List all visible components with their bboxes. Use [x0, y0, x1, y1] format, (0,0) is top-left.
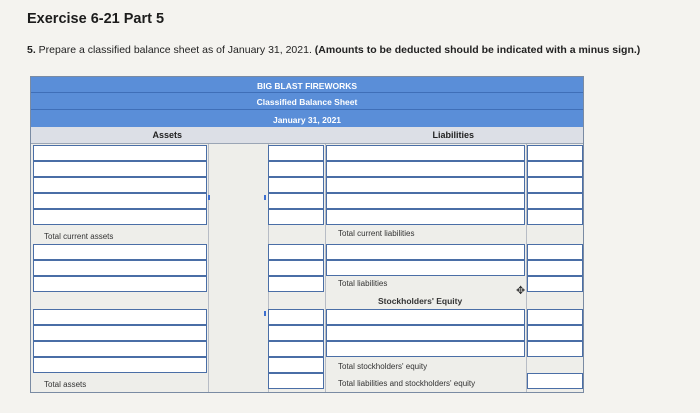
move-cursor-icon: ✥: [516, 285, 526, 297]
total-equity-label: Total stockholders' equity: [338, 362, 428, 371]
equity-amount-input[interactable]: [527, 325, 583, 341]
total-assets-field[interactable]: [269, 378, 323, 392]
asset-amount-input[interactable]: [268, 357, 324, 373]
equity-account-field[interactable]: [327, 346, 524, 360]
dropdown-caret-icon: [208, 195, 211, 200]
liability-amount-input[interactable]: [527, 244, 583, 260]
question-number: 5.: [27, 44, 36, 56]
dropdown-caret-icon: [264, 195, 267, 200]
liability-amount-input[interactable]: [527, 177, 583, 193]
asset-amount-input[interactable]: [268, 161, 324, 177]
liability-account-field[interactable]: [327, 265, 524, 279]
liability-amount-input[interactable]: [527, 161, 583, 177]
equity-amount-input[interactable]: [527, 341, 583, 357]
asset-amount-input[interactable]: [268, 193, 324, 209]
asset-account-input[interactable]: [33, 276, 207, 292]
asset-amount-input[interactable]: [268, 276, 324, 292]
liabilities-heading: Liabilities: [268, 127, 584, 144]
equity-amount-input[interactable]: [527, 309, 583, 325]
asset-account-input[interactable]: [33, 341, 207, 357]
asset-amount-field[interactable]: [269, 214, 323, 228]
liability-amount-input[interactable]: [527, 193, 583, 209]
asset-amount-input[interactable]: [268, 341, 324, 357]
liability-amount-input[interactable]: [527, 209, 583, 225]
equity-account-input[interactable]: [326, 341, 525, 357]
asset-account-field[interactable]: [34, 362, 206, 376]
total-liabilities-equity-field[interactable]: [528, 378, 582, 392]
stockholders-equity-heading: Stockholders' Equity: [378, 296, 463, 306]
asset-amount-input[interactable]: [268, 209, 324, 225]
asset-account-field[interactable]: [34, 281, 206, 295]
asset-account-input[interactable]: [33, 260, 207, 276]
total-liabilities-input[interactable]: [527, 276, 583, 292]
assets-heading: Assets: [31, 127, 268, 144]
asset-amount-input[interactable]: [268, 177, 324, 193]
statement-date: January 31, 2021: [272, 115, 342, 125]
equity-account-input[interactable]: [326, 309, 525, 325]
liability-account-input[interactable]: [326, 209, 525, 225]
liability-amount-input[interactable]: [527, 260, 583, 276]
liability-amount-field[interactable]: [528, 214, 582, 228]
total-liabilities-field[interactable]: [528, 281, 582, 295]
column-divider: [208, 144, 209, 393]
question-note: (Amounts to be deducted should be indicated with a minus sign.): [314, 44, 641, 56]
total-liabilities-equity-input[interactable]: [527, 373, 583, 389]
total-assets-label: Total assets: [44, 380, 87, 389]
total-liabilities-equity-label: Total liabilities and stockholders' equity: [338, 379, 476, 388]
question-prompt: [27, 44, 640, 56]
total-current-liabilities-label: Total current liabilities: [338, 229, 415, 238]
header-divider: [31, 92, 583, 93]
liability-account-input[interactable]: [326, 244, 525, 260]
total-liabilities-label: Total liabilities: [338, 279, 388, 288]
asset-account-input[interactable]: [33, 193, 207, 209]
asset-amount-input[interactable]: [268, 145, 324, 161]
asset-amount-input[interactable]: [268, 309, 324, 325]
asset-account-input[interactable]: [33, 209, 207, 225]
liability-account-input[interactable]: [326, 161, 525, 177]
question-text: Prepare a classified balance sheet as of January 31, 2021.: [35, 44, 315, 56]
liability-account-field[interactable]: [327, 214, 524, 228]
dropdown-caret-icon: [264, 311, 267, 316]
asset-amount-input[interactable]: [268, 244, 324, 260]
liability-amount-input[interactable]: [527, 145, 583, 161]
liability-account-input[interactable]: [326, 260, 525, 276]
header-divider: [31, 109, 583, 110]
equity-amount-field[interactable]: [528, 346, 582, 360]
asset-account-input[interactable]: [33, 145, 207, 161]
asset-account-input[interactable]: [33, 177, 207, 193]
statement-title: Classified Balance Sheet: [256, 97, 358, 107]
asset-account-input[interactable]: [33, 309, 207, 325]
sheet-header: [31, 77, 583, 127]
balance-sheet-form: [30, 76, 584, 393]
exercise-title: Exercise 6-21 Part 5: [27, 11, 165, 27]
liability-account-input[interactable]: [326, 193, 525, 209]
liability-account-input[interactable]: [326, 145, 525, 161]
asset-amount-field[interactable]: [269, 281, 323, 295]
asset-account-input[interactable]: [33, 357, 207, 373]
asset-amount-input[interactable]: [268, 260, 324, 276]
asset-account-input[interactable]: [33, 244, 207, 260]
total-current-assets-label: Total current assets: [44, 232, 114, 241]
asset-account-field[interactable]: [34, 214, 206, 228]
liability-account-input[interactable]: [326, 177, 525, 193]
asset-amount-input[interactable]: [268, 325, 324, 341]
asset-account-input[interactable]: [33, 161, 207, 177]
asset-account-input[interactable]: [33, 325, 207, 341]
equity-account-input[interactable]: [326, 325, 525, 341]
total-assets-input[interactable]: [268, 373, 324, 389]
company-name: BIG BLAST FIREWORKS: [256, 81, 358, 91]
